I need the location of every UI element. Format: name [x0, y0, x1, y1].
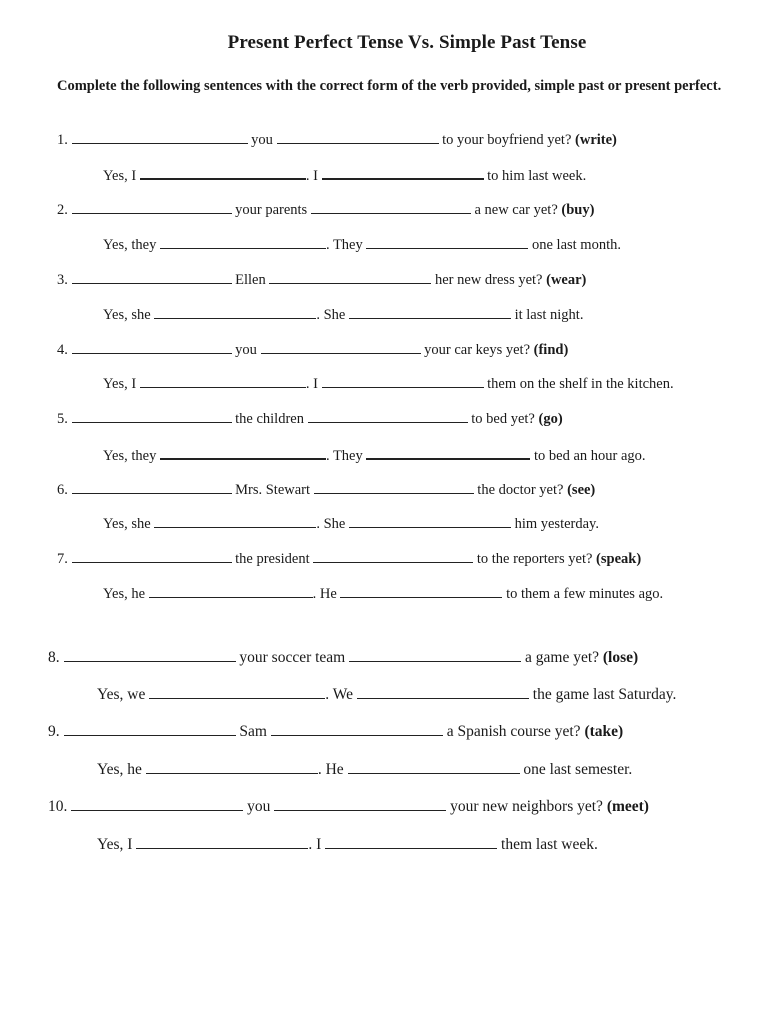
answer-blank[interactable] — [72, 131, 248, 144]
answer-blank[interactable] — [314, 481, 474, 494]
answer-blank[interactable] — [140, 375, 306, 388]
question-5: 5. the children to bed yet? (go) — [57, 411, 563, 427]
question-4: 4. you your car keys yet? (find) — [57, 342, 569, 358]
item-number: 2. — [57, 202, 68, 218]
verb-hint: (lose) — [602, 649, 639, 666]
answer-blank[interactable] — [357, 686, 529, 699]
verb-hint: (speak) — [596, 551, 642, 567]
answer-blank[interactable] — [71, 798, 243, 811]
question-10: 10. you your new neighbors yet? (meet) — [48, 798, 649, 815]
answer-blank[interactable] — [349, 306, 511, 319]
verb-hint: (buy) — [561, 202, 595, 218]
answer-blank[interactable] — [72, 341, 232, 354]
answer-blank[interactable] — [366, 446, 530, 460]
item-number: 5. — [57, 411, 68, 427]
item-number: 10. — [48, 798, 68, 815]
instructions: Complete the following sentences with the correct form of the verb provided, simple past or present perfect. — [57, 78, 722, 94]
answer-9: Yes, he . He one last semester. — [97, 761, 633, 778]
question-2: 2. your parents a new car yet? (buy) — [57, 202, 595, 218]
answer-blank[interactable] — [160, 236, 326, 249]
question-6: 6. Mrs. Stewart the doctor yet? (see) — [57, 482, 596, 498]
answer-blank[interactable] — [271, 723, 443, 736]
item-number: 4. — [57, 342, 68, 358]
answer-blank[interactable] — [261, 341, 421, 354]
answer-blank[interactable] — [64, 649, 236, 662]
item-number: 8. — [48, 649, 60, 666]
item-number: 6. — [57, 482, 68, 498]
answer-6: Yes, she . She him yesterday. — [103, 516, 599, 532]
answer-blank[interactable] — [146, 761, 318, 774]
verb-hint: (take) — [584, 723, 624, 740]
answer-blank[interactable] — [366, 236, 528, 249]
page-title: Present Perfect Tense Vs. Simple Past Tense — [227, 32, 587, 53]
answer-blank[interactable] — [72, 550, 232, 563]
answer-blank[interactable] — [64, 723, 236, 736]
verb-hint: (see) — [567, 482, 596, 498]
answer-blank[interactable] — [340, 585, 502, 598]
answer-blank[interactable] — [72, 410, 232, 423]
answer-blank[interactable] — [277, 131, 439, 144]
answer-2: Yes, they . They one last month. — [103, 237, 621, 253]
answer-blank[interactable] — [154, 306, 316, 319]
answer-blank[interactable] — [149, 585, 313, 598]
question-1: 1. you to your boyfriend yet? (write) — [57, 132, 617, 148]
answer-8: Yes, we . We the game last Saturday. — [97, 686, 677, 703]
question-8: 8. your soccer team a game yet? (lose) — [48, 649, 639, 666]
answer-5: Yes, they . They to bed an hour ago. — [103, 448, 646, 464]
answer-blank[interactable] — [136, 836, 308, 849]
answer-blank[interactable] — [160, 446, 326, 460]
answer-3: Yes, she . She it last night. — [103, 307, 584, 323]
verb-hint: (write) — [575, 132, 617, 148]
answer-blank[interactable] — [274, 798, 446, 811]
answer-blank[interactable] — [140, 166, 306, 180]
answer-4: Yes, I . I them on the shelf in the kitchen. — [103, 376, 674, 392]
item-number: 3. — [57, 272, 68, 288]
verb-hint: (meet) — [606, 798, 649, 815]
item-number: 1. — [57, 132, 68, 148]
answer-blank[interactable] — [325, 836, 497, 849]
answer-blank[interactable] — [308, 410, 468, 423]
answer-blank[interactable] — [313, 550, 473, 563]
answer-7: Yes, he . He to them a few minutes ago. — [103, 586, 664, 602]
question-3: 3. Ellen her new dress yet? (wear) — [57, 272, 587, 288]
answer-blank[interactable] — [72, 271, 232, 284]
verb-hint: (wear) — [546, 272, 587, 288]
answer-blank[interactable] — [322, 375, 484, 388]
verb-hint: (find) — [533, 342, 569, 358]
answer-blank[interactable] — [72, 481, 232, 494]
answer-blank[interactable] — [348, 761, 520, 774]
question-9: 9. Sam a Spanish course yet? (take) — [48, 723, 624, 740]
answer-blank[interactable] — [349, 515, 511, 528]
answer-blank[interactable] — [322, 166, 484, 180]
answer-blank[interactable] — [149, 686, 325, 699]
answer-blank[interactable] — [349, 649, 521, 662]
answer-blank[interactable] — [72, 201, 232, 214]
verb-hint: (go) — [538, 411, 563, 427]
answer-blank[interactable] — [269, 271, 431, 284]
answer-1: Yes, I . I to him last week. — [103, 168, 587, 184]
item-number: 7. — [57, 551, 68, 567]
answer-blank[interactable] — [154, 515, 316, 528]
question-7: 7. the president to the reporters yet? (speak) — [57, 551, 642, 567]
answer-10: Yes, I . I them last week. — [97, 836, 598, 853]
item-number: 9. — [48, 723, 60, 740]
answer-blank[interactable] — [311, 201, 471, 214]
